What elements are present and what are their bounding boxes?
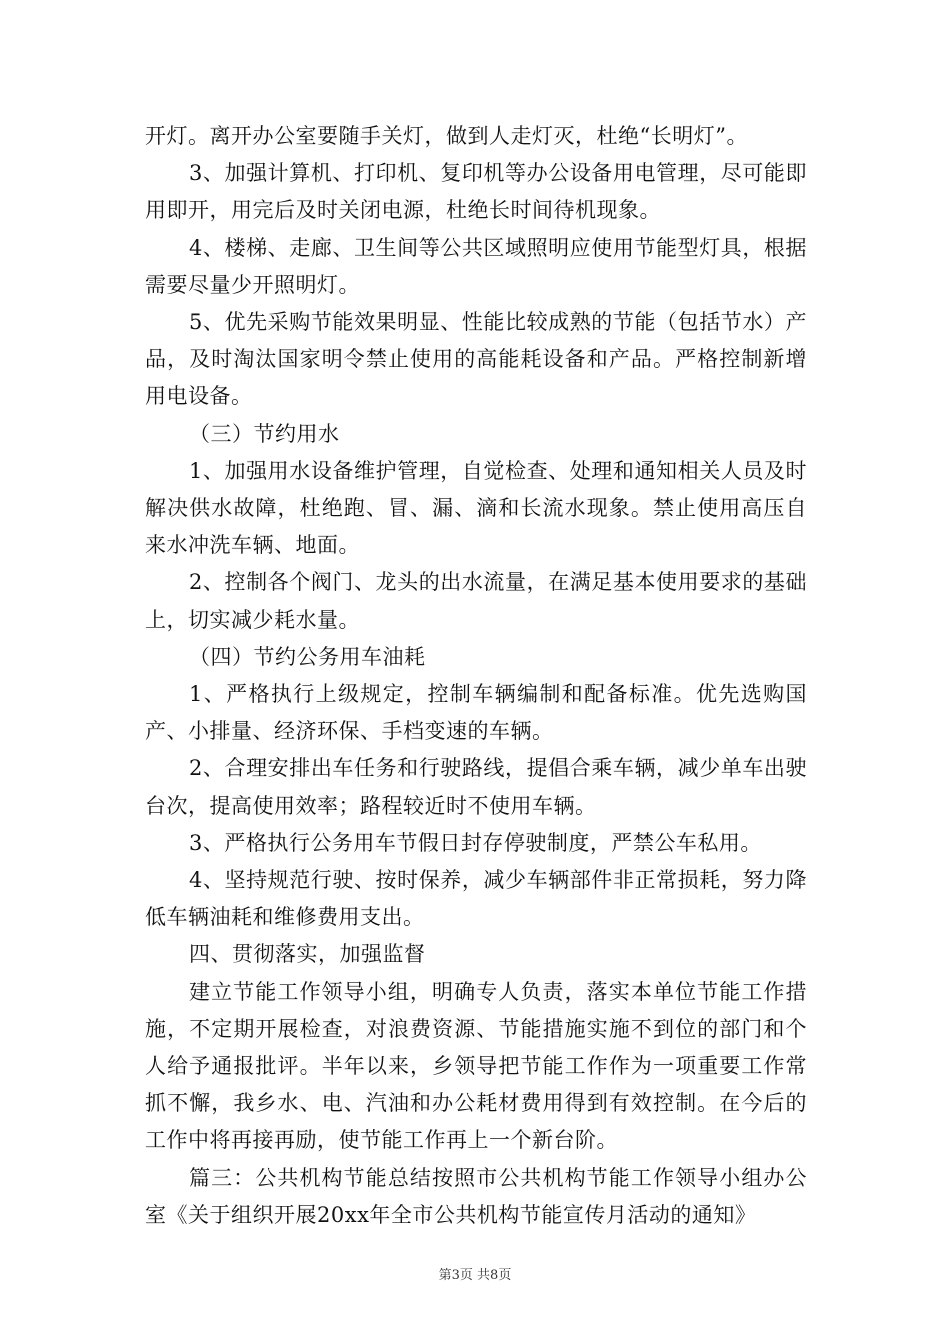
page-number-footer (0, 1268, 950, 1284)
paragraph-water-1: 1、加强用水设备维护管理，自觉检查、处理和通知相关人员及时解决供水故障，杜绝跑、冒、漏、滴和长流水现象。禁止使用高压自来水冲洗车辆、地面。 (145, 458, 807, 558)
paragraph-vehicles-4: 4、坚持规范行驶、按时保养，减少车辆部件非正常损耗，努力降低车辆油耗和维修费用支出。 (145, 868, 807, 930)
paragraph-supervision: 建立节能工作领导小组，明确专人负责，落实本单位节能工作措施，不定期开展检查，对浪费资源、节能措施实施不到位的部门和个人给予通报批评。半年以来，乡领导把节能工作作为一项重要工作常抓不懈，我乡水、电、汽油和办公耗材费用得到有效控制。在今后的工作中将再接再励，使节能工作再上一个新台阶。 (145, 979, 807, 1153)
document-body (145, 118, 807, 1234)
paragraph-water-2: 2、控制各个阀门、龙头的出水流量，在满足基本使用要求的基础上，切实减少耗水量。 (145, 570, 807, 632)
paragraph-vehicles-1: 1、严格执行上级规定，控制车辆编制和配备标准。优先选购国产、小排量、经济环保、手档变速的车辆。 (145, 682, 807, 744)
paragraph-item-5-procurement: 5、优先采购节能效果明显、性能比较成熟的节能（包括节水）产品，及时淘汰国家明令禁止使用的高能耗设备和产品。严格控制新增用电设备。 (145, 310, 807, 409)
page-number-label: 第3页 共8页 (438, 1268, 512, 1283)
paragraph-vehicles-2: 2、合理安排出车任务和行驶路线，提倡合乘车辆，减少单车出驶台次，提高使用效率；路程较近时不使用车辆。 (145, 756, 807, 818)
paragraph-part-three: 篇三：公共机构节能总结按照市公共机构节能工作领导小组办公室《关于组织开展20xx年全市公共机构节能宣传月活动的通知》 (145, 1165, 807, 1227)
section-heading-vehicles: （四）节约公务用车油耗 (189, 644, 426, 669)
section-heading-supervision: 四、贯彻落实，加强监督 (189, 942, 426, 967)
paragraph-item-3-computers: 3、加强计算机、打印机、复印机等办公设备用电管理，尽可能即用即开，用完后及时关闭电源，杜绝长时间待机现象。 (145, 161, 807, 223)
paragraph-vehicles-3: 3、严格执行公务用车节假日封存停驶制度，严禁公车私用。 (189, 830, 762, 855)
paragraph-item-4-lighting: 4、楼梯、走廊、卫生间等公共区域照明应使用节能型灯具，根据需要尽量少开照明灯。 (145, 235, 807, 297)
paragraph-continuation: 开灯。离开办公室要随手关灯，做到人走灯灭，杜绝“长明灯”。 (145, 124, 748, 148)
section-heading-water: （三）节约用水 (189, 421, 340, 446)
